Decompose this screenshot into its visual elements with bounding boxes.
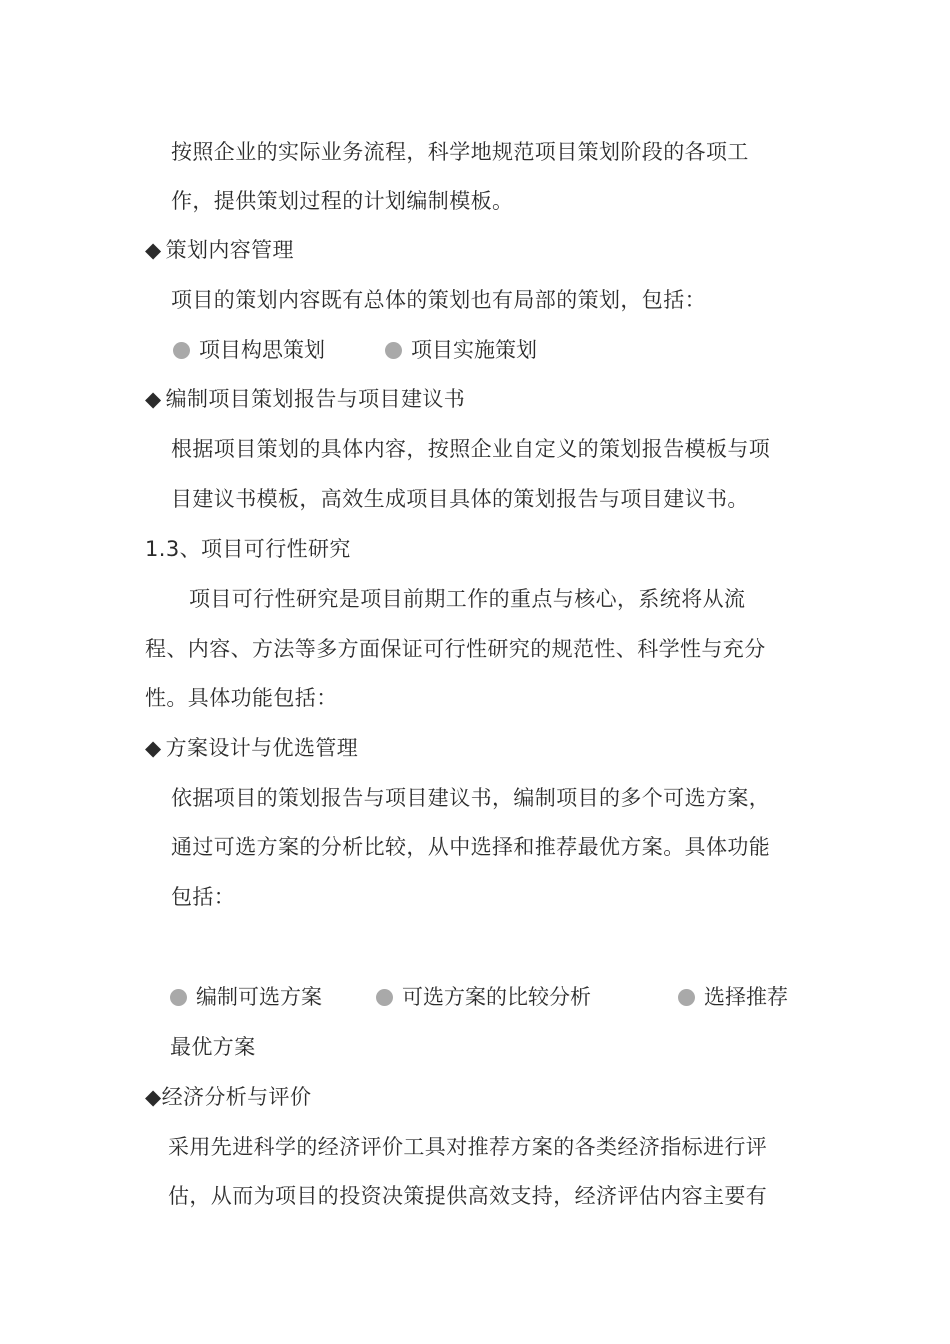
diamond-bullet-icon: ◆	[145, 1085, 162, 1109]
bullet-text: 选择推荐	[704, 985, 788, 1009]
subsection-title: 1.3、项目可行性研究	[145, 537, 351, 561]
paragraph-line: 项目可行性研究是项目前期工作的重点与核心，系统将从流	[189, 587, 746, 611]
bullet-text: 可选方案的比较分析	[402, 985, 591, 1009]
bullet-item	[170, 982, 322, 1012]
paragraph-line: 最优方案	[170, 1035, 256, 1059]
bullet-item	[678, 982, 788, 1012]
bullet-text: 项目实施策划	[411, 338, 537, 362]
section-heading	[145, 384, 465, 414]
heading-text: 方案设计与优选管理	[165, 736, 359, 760]
paragraph-line: 依据项目的策划报告与项目建议书，编制项目的多个可选方案，	[171, 786, 771, 810]
section-heading	[145, 235, 294, 265]
paragraph-line: 项目的策划内容既有总体的策划也有局部的策划，包括：	[171, 288, 706, 312]
paragraph-line: 性。具体功能包括：	[145, 686, 338, 710]
circle-bullet-icon	[173, 342, 190, 359]
bullet-text: 项目构思策划	[199, 338, 325, 362]
circle-bullet-icon	[170, 989, 187, 1006]
heading-text: 经济分析与评价	[161, 1085, 312, 1109]
paragraph-line: 通过可选方案的分析比较，从中选择和推荐最优方案。具体功能	[171, 835, 771, 859]
bullet-item	[173, 335, 325, 365]
diamond-bullet-icon: ◆	[145, 387, 162, 411]
circle-bullet-icon	[678, 989, 695, 1006]
circle-bullet-icon	[376, 989, 393, 1006]
bullet-text: 编制可选方案	[196, 985, 322, 1009]
bullet-item	[376, 982, 591, 1012]
diamond-bullet-icon: ◆	[145, 238, 162, 262]
paragraph-line: 目建议书模板，高效生成项目具体的策划报告与项目建议书。	[171, 487, 749, 511]
paragraph-line: 程、内容、方法等多方面保证可行性研究的规范性、科学性与充分	[145, 637, 766, 661]
circle-bullet-icon	[385, 342, 402, 359]
paragraph-line: 采用先进科学的经济评价工具对推荐方案的各类经济指标进行评	[168, 1135, 768, 1159]
bullet-item	[385, 335, 537, 365]
section-heading	[145, 733, 358, 763]
heading-text: 策划内容管理	[165, 238, 294, 262]
paragraph-line: 按照企业的实际业务流程，科学地规范项目策划阶段的各项工	[171, 140, 749, 164]
diamond-bullet-icon: ◆	[145, 736, 162, 760]
paragraph-line: 估，从而为项目的投资决策提供高效支持，经济评估内容主要有	[168, 1184, 768, 1208]
paragraph-line: 作，提供策划过程的计划编制模板。	[171, 189, 514, 213]
heading-text: 编制项目策划报告与项目建议书	[165, 387, 466, 411]
section-heading	[145, 1082, 311, 1112]
paragraph-line: 包括：	[171, 885, 236, 909]
paragraph-line: 根据项目策划的具体内容，按照企业自定义的策划报告模板与项	[171, 437, 771, 461]
